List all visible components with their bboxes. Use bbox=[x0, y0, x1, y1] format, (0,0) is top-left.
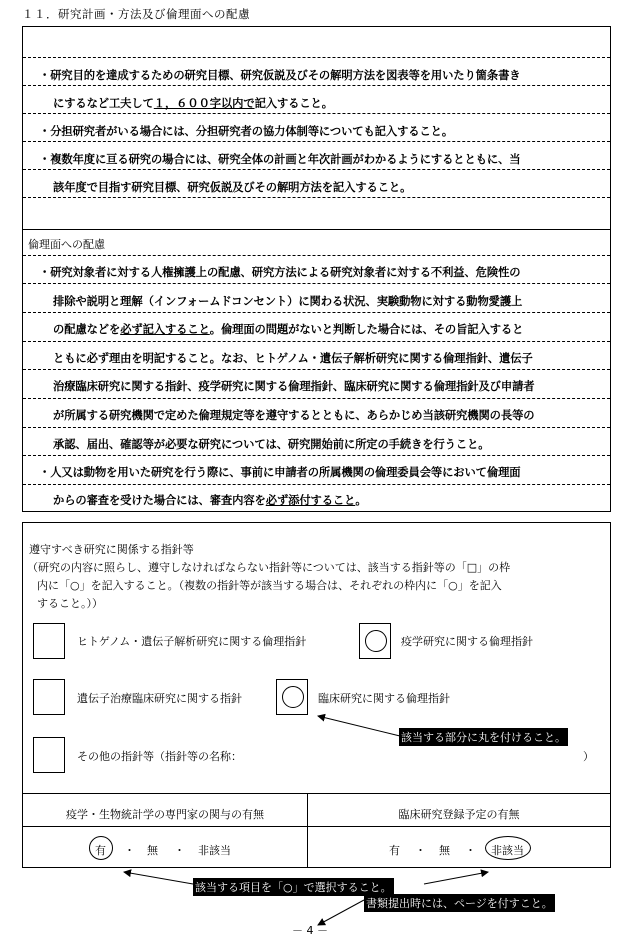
option-left-yes[interactable]: 有 bbox=[95, 844, 106, 857]
separator: ・ bbox=[124, 844, 135, 857]
plan-line-2: にするなど工夫して１，６００字以内で記入すること。 bbox=[53, 97, 333, 110]
option-right-no[interactable]: 無 bbox=[439, 844, 450, 857]
plan-line-4: ・複数年度に亘る研究の場合には、研究全体の計画と年次計画がわかるようにするとともに、当 bbox=[39, 153, 521, 166]
guidelines-note-2: 内に「○」を記入すること。（複数の指針等が該当する場合は、それぞれの枠内に「○」を記入 bbox=[37, 579, 502, 592]
item-gene-therapy: 遺伝子治療臨床研究に関する指針 bbox=[77, 692, 242, 705]
guidelines-note-1: （研究の内容に照らし、遵守しなければならない指針等については、該当する指針等の「□」の枠 bbox=[27, 561, 511, 574]
option-left-no[interactable]: 無 bbox=[147, 844, 158, 857]
ethics-line-4: ともに必ず理由を明記すること。なお、ヒトゲノム・遺伝子解析研究に関する倫理指針、遺伝子 bbox=[53, 352, 533, 365]
plan-line-5: 該年度で目指す研究目標、研究仮説及びその解明方法を記入すること。 bbox=[53, 181, 412, 194]
table-header-statistician: 疫学・生物統計学の専門家の関与の有無 bbox=[66, 808, 264, 821]
guidelines-note-3: すること。）） bbox=[37, 597, 103, 610]
annotation-page-number: 書類提出時には、ページを付すこと。 bbox=[364, 894, 555, 912]
item-epidemiology: 疫学研究に関する倫理指針 bbox=[401, 635, 533, 648]
plan-line-3: ・分担研究者がいる場合には、分担研究者の協力体制等についても記入すること。 bbox=[39, 125, 454, 138]
page-number: － 4 － bbox=[292, 924, 328, 937]
option-left-na[interactable]: 非該当 bbox=[198, 844, 231, 857]
separator: ・ bbox=[465, 844, 476, 857]
annotation-mark-circle: 該当する部分に丸を付けること。 bbox=[399, 728, 568, 746]
ethics-line-3: の配慮などを必ず記入すること。倫理面の問題がないと判断した場合には、その旨記入すると bbox=[53, 323, 524, 336]
arrow-to-page-number bbox=[318, 900, 364, 925]
ethics-line-9: からの審査を受けた場合には、審査内容を必ず添付すること。 bbox=[53, 494, 367, 507]
plan-line-1: ・研究目的を達成するための研究目標、研究仮説及びその解明方法を図表等を用いたり箇条書き bbox=[39, 69, 521, 82]
item-clinical-research: 臨床研究に関する倫理指針 bbox=[318, 692, 450, 705]
ethics-line-6: が所属する研究機関で定めた倫理規定等を遵守するとともに、あらかじめ当該研究機関の長等の bbox=[53, 409, 535, 422]
separator: ・ bbox=[174, 844, 185, 857]
item-human-genome: ヒトゲノム・遺伝子解析研究に関する倫理指針 bbox=[77, 635, 307, 648]
ethics-line-1: ・研究対象者に対する人権擁護上の配慮、研究方法による研究対象者に対する不利益、危険性の bbox=[39, 266, 521, 279]
ethics-line-5: 治療臨床研究に関する指針、疫学研究に関する倫理指針、臨床研究に関する倫理指針及び申請者 bbox=[53, 380, 535, 393]
item-other: その他の指針等（指針等の名称： bbox=[77, 750, 242, 763]
ethics-line-8: ・人又は動物を用いた研究を行う際に、事前に申請者の所属機関の倫理委員会等において倫理面 bbox=[39, 466, 521, 479]
arrow-to-left-option bbox=[124, 872, 193, 884]
annotation-select-item: 該当する項目を「○」で選択すること。 bbox=[193, 878, 394, 896]
separator: ・ bbox=[415, 844, 426, 857]
guidelines-title: 遵守すべき研究に関係する指針等 bbox=[29, 543, 194, 556]
section-heading: １１．研究計画・方法及び倫理面への配慮 bbox=[22, 7, 250, 21]
item-other-close: ） bbox=[583, 750, 594, 763]
option-right-na[interactable]: 非該当 bbox=[491, 844, 524, 857]
arrow-to-right-option bbox=[424, 872, 488, 884]
option-right-yes[interactable]: 有 bbox=[389, 844, 400, 857]
ethics-title: 倫理面への配慮 bbox=[28, 238, 105, 251]
table-header-registration: 臨床研究登録予定の有無 bbox=[398, 808, 520, 821]
ethics-line-7: 承認、届出、確認等が必要な研究については、研究開始前に所定の手続きを行うこと。 bbox=[53, 438, 490, 451]
ethics-line-2: 排除や説明と理解（インフォームドコンセント）に関わる状況、実験動物に対する動物愛護上 bbox=[53, 295, 523, 308]
arrow-to-clinical bbox=[318, 716, 400, 736]
